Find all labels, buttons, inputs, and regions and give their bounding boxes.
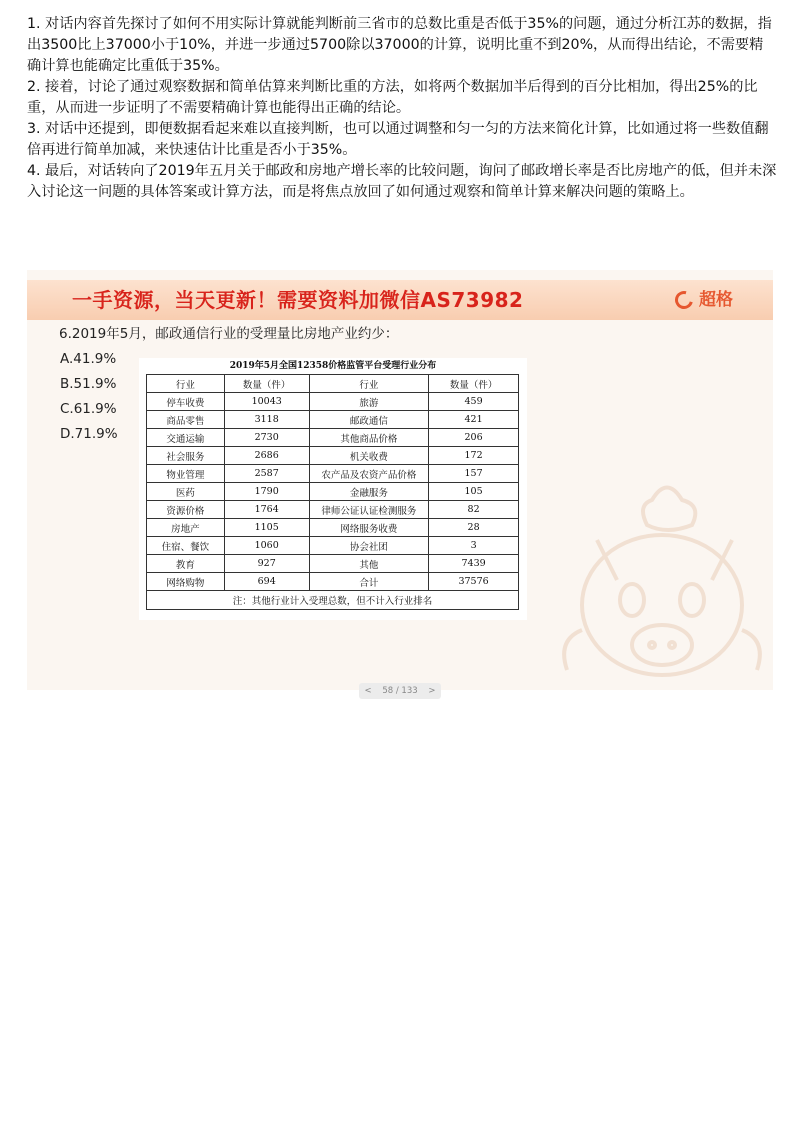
banner <box>27 280 773 320</box>
cell-count-right: 459 <box>429 393 519 411</box>
cell-count-left: 1790 <box>224 483 309 501</box>
table-body <box>147 393 519 591</box>
header-count-2: 数量（件） <box>429 375 519 393</box>
cell-count-left: 2686 <box>224 447 309 465</box>
cell-count-right: 105 <box>429 483 519 501</box>
mascot-watermark-icon <box>557 480 767 710</box>
prev-page-icon[interactable]: < <box>364 686 372 696</box>
option-a: A.41.9% <box>60 351 117 367</box>
summary-text <box>27 14 777 203</box>
cell-industry-left: 交通运输 <box>147 429 225 447</box>
table-row <box>147 429 519 447</box>
cell-industry-left: 停车收费 <box>147 393 225 411</box>
cell-count-left: 2587 <box>224 465 309 483</box>
cell-count-right: 28 <box>429 519 519 537</box>
table-row <box>147 555 519 573</box>
table-row <box>147 501 519 519</box>
cell-industry-right: 律师公证认证检测服务 <box>309 501 429 519</box>
table-row <box>147 465 519 483</box>
cell-count-right: 206 <box>429 429 519 447</box>
cell-industry-right: 农产品及农资产品价格 <box>309 465 429 483</box>
cell-industry-right: 邮政通信 <box>309 411 429 429</box>
cell-count-right: 421 <box>429 411 519 429</box>
table-row <box>147 447 519 465</box>
cell-count-right: 172 <box>429 447 519 465</box>
brand <box>675 288 733 312</box>
cell-industry-left: 住宿、餐饮 <box>147 537 225 555</box>
slide-screenshot <box>27 270 773 696</box>
brand-logo-icon <box>672 288 697 313</box>
cell-count-left: 1105 <box>224 519 309 537</box>
banner-text: 一手资源，当天更新！需要资料加微信AS73982 <box>72 288 524 312</box>
cell-count-right: 157 <box>429 465 519 483</box>
table-header-row <box>147 375 519 393</box>
option-c: C.61.9% <box>60 401 117 417</box>
cell-industry-left: 社会服务 <box>147 447 225 465</box>
cell-count-left: 927 <box>224 555 309 573</box>
cell-industry-left: 医药 <box>147 483 225 501</box>
cell-count-right: 37576 <box>429 573 519 591</box>
table-row <box>147 573 519 591</box>
cell-count-left: 3118 <box>224 411 309 429</box>
cell-industry-left: 物业管理 <box>147 465 225 483</box>
summary-point-4: 4. 最后，对话转向了2019年五月关于邮政和房地产增长率的比较问题，询问了邮政增长率是否比房地产的低，但并未深入讨论这一问题的具体答案或计算方法，而是将焦点放回了如何通过观察和简单计算来解决问题的策略上。 <box>27 163 777 200</box>
summary-point-3: 3. 对话中还提到，即便数据看起来难以直接判断，也可以通过调整和匀一匀的方法来简化计算，比如通过将一些数值翻倍再进行简单加减，来快速估计比重是否小于35%。 <box>27 121 769 158</box>
cell-industry-left: 网络购物 <box>147 573 225 591</box>
table-note: 注：其他行业计入受理总数，但不计入行业排名 <box>147 591 519 610</box>
answer-options <box>60 348 118 448</box>
cell-count-right: 3 <box>429 537 519 555</box>
cell-count-left: 2730 <box>224 429 309 447</box>
question-text: 6.2019年5月，邮政通信行业的受理量比房地产业约少： <box>59 326 399 342</box>
option-d: D.71.9% <box>60 426 118 442</box>
table-row <box>147 411 519 429</box>
table-row <box>147 537 519 555</box>
cell-industry-right: 其他商品价格 <box>309 429 429 447</box>
cell-industry-right: 机关收费 <box>309 447 429 465</box>
table-title: 2019年5月全国12358价格监管平台受理行业分布 <box>229 361 437 371</box>
table-row <box>147 393 519 411</box>
cell-industry-right: 合计 <box>309 573 429 591</box>
cell-industry-right: 网络服务收费 <box>309 519 429 537</box>
header-count-1: 数量（件） <box>224 375 309 393</box>
header-industry-1: 行业 <box>147 375 225 393</box>
cell-count-right: 7439 <box>429 555 519 573</box>
data-table <box>146 374 519 610</box>
cell-count-right: 82 <box>429 501 519 519</box>
cell-industry-right: 其他 <box>309 555 429 573</box>
cell-count-left: 10043 <box>224 393 309 411</box>
table-row <box>147 519 519 537</box>
next-page-icon[interactable]: > <box>428 686 436 696</box>
header-industry-2: 行业 <box>309 375 429 393</box>
data-table-card <box>139 358 527 620</box>
cell-industry-right: 旅游 <box>309 393 429 411</box>
cell-count-left: 694 <box>224 573 309 591</box>
cell-industry-left: 教育 <box>147 555 225 573</box>
cell-industry-right: 协会社团 <box>309 537 429 555</box>
brand-name: 超格 <box>699 290 733 310</box>
cell-count-left: 1060 <box>224 537 309 555</box>
table-row <box>147 483 519 501</box>
page-counter: 58 / 133 <box>382 686 418 696</box>
option-b: B.51.9% <box>60 376 117 392</box>
summary-point-2: 2. 接着，讨论了通过观察数据和简单估算来判断比重的方法，如将两个数据加半后得到的百分比相加，得出25%的比重，从而进一步证明了不需要精确计算也能得出正确的结论。 <box>27 79 758 116</box>
cell-industry-left: 商品零售 <box>147 411 225 429</box>
summary-point-1: 1. 对话内容首先探讨了如何不用实际计算就能判断前三省市的总数比重是否低于35%的问题，通过分析江苏的数据，指出3500比上37000小于10%，并进一步通过5700除以37000的计算，说明比重不到20%，从而得出结论，不需要精确计算也能确定比重低于35%。 <box>27 16 772 74</box>
cell-industry-right: 金融服务 <box>309 483 429 501</box>
slide-pager <box>359 683 441 699</box>
table-note-row <box>147 591 519 610</box>
cell-industry-left: 资源价格 <box>147 501 225 519</box>
cell-industry-left: 房地产 <box>147 519 225 537</box>
cell-count-left: 1764 <box>224 501 309 519</box>
